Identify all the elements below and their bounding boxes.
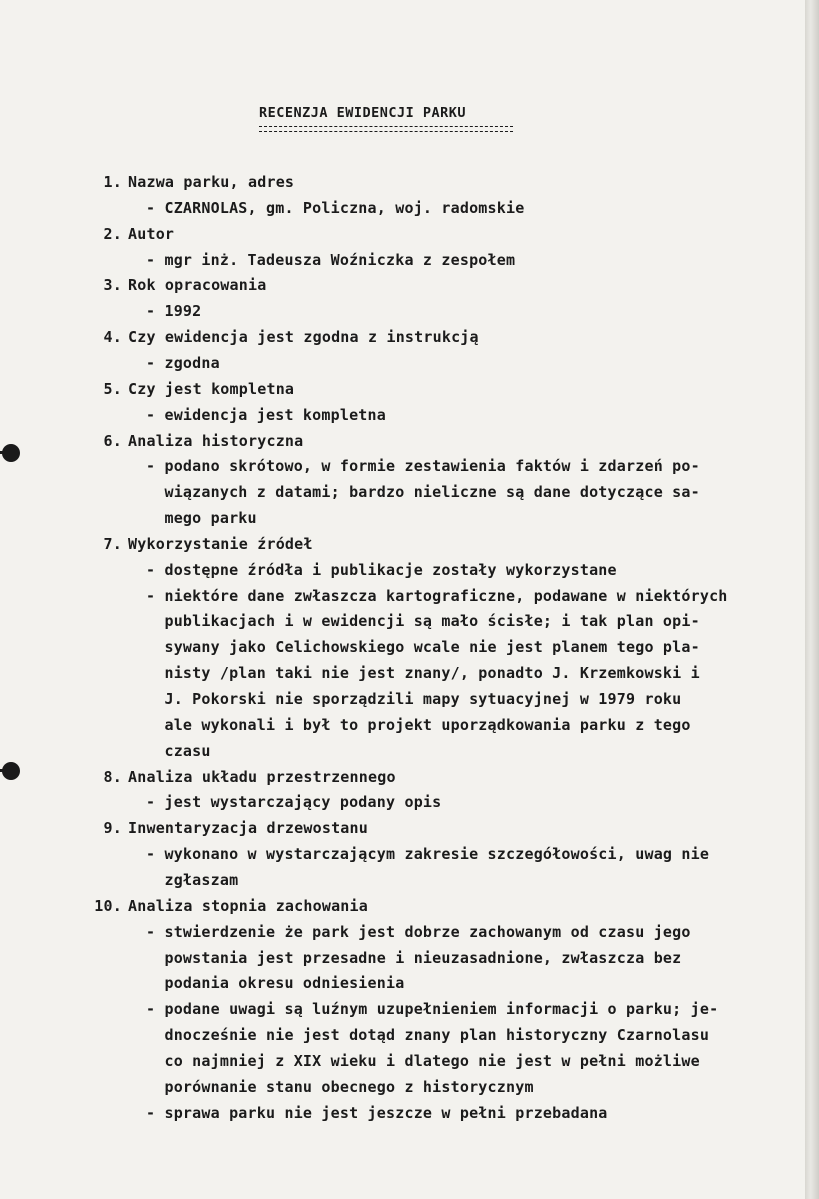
section-heading: Wykorzystanie źródeł [128,534,313,553]
section-line: - podano skrótowo, w formie zestawienia faktów i zdarzeń po- [146,457,700,476]
section-line: powstania jest przesadne i nieuzasadnione, zwłaszcza bez [146,948,682,967]
section-heading: Inwentaryzacja drzewostanu [128,819,368,838]
section-line: - CZARNOLAS, gm. Policzna, woj. radomskie [146,198,525,217]
section-heading: Analiza układu przestrzennego [128,767,396,786]
section-heading: Rok opracowania [128,276,267,295]
section-line: nisty /plan taki nie jest znany/, ponadto J. Krzemkowski i [146,664,700,683]
section-line: ale wykonali i był to projekt uporządkowania parku z tego [146,715,691,734]
section-heading: Czy jest kompletna [128,379,295,398]
section-line: dnocześnie nie jest dotąd znany plan historyczny Czarnolasu [146,1026,710,1045]
section-line: - podane uwagi są luźnym uzupełnieniem informacji o parku; je- [146,1000,719,1019]
section-heading: Analiza historyczna [128,431,304,450]
section-line: co najmniej z XIX wieku i dlatego nie jest w pełni możliwe [146,1051,700,1070]
title-underline [259,126,513,132]
section-number: 3. [103,276,122,295]
section-line: publikacjach i w ewidencji są mało ścisłe; i tak plan opi- [146,612,700,631]
section-line: porównanie stanu obecnego z historycznym [146,1077,534,1096]
section-line: - jest wystarczający podany opis [146,793,442,812]
section-line: wiązanych z datami; bardzo nieliczne są dane dotyczące sa- [146,483,700,502]
section-number: 8. [103,767,122,786]
section-line: - mgr inż. Tadeusza Woźniczka z zespołem [146,250,516,269]
section-line: mego parku [146,509,257,528]
section-line: J. Pokorski nie sporządzili mapy sytuacyjnej w 1979 roku [146,690,682,708]
section-line: - niektóre dane zwłaszcza kartograficzne, podawane w niektórych [146,586,728,605]
section-number: 6. [103,431,122,450]
section-heading: Analiza stopnia zachowania [128,896,368,915]
section-line: - stwierdzenie że park jest dobrze zachowanym od czasu jego [146,922,691,941]
section-line: - wykonano w wystarczającym zakresie szczegółowości, uwag nie [146,845,710,864]
section-number: 1. [103,173,122,191]
section-line: - zgodna [146,353,220,372]
section-number: 7. [103,534,122,553]
section-number: 9. [103,819,122,838]
section-number: 2. [103,224,122,243]
section-line: zgłaszam [146,870,239,889]
section-number: 10. [94,896,122,915]
section-number: 4. [103,328,122,347]
document-title: RECENZJA EWIDENCJI PARKU [259,105,467,121]
section-line: - dostępne źródła i publikacje zostały wykorzystane [146,560,617,579]
section-heading: Autor [128,224,175,243]
section-line: - sprawa parku nie jest jeszcze w pełni przebadana [146,1103,608,1122]
section-heading: Nazwa parku, adres [128,173,295,191]
section-number: 5. [103,379,122,398]
section-line: czasu [146,741,211,760]
section-line: podania okresu odniesienia [146,974,405,993]
section-line: sywany jako Celichowskiego wcale nie jest planem tego pla- [146,638,700,657]
section-line: - 1992 [146,302,202,321]
section-line: - ewidencja jest kompletna [146,405,386,424]
section-heading: Czy ewidencja jest zgodna z instrukcją [128,328,479,347]
